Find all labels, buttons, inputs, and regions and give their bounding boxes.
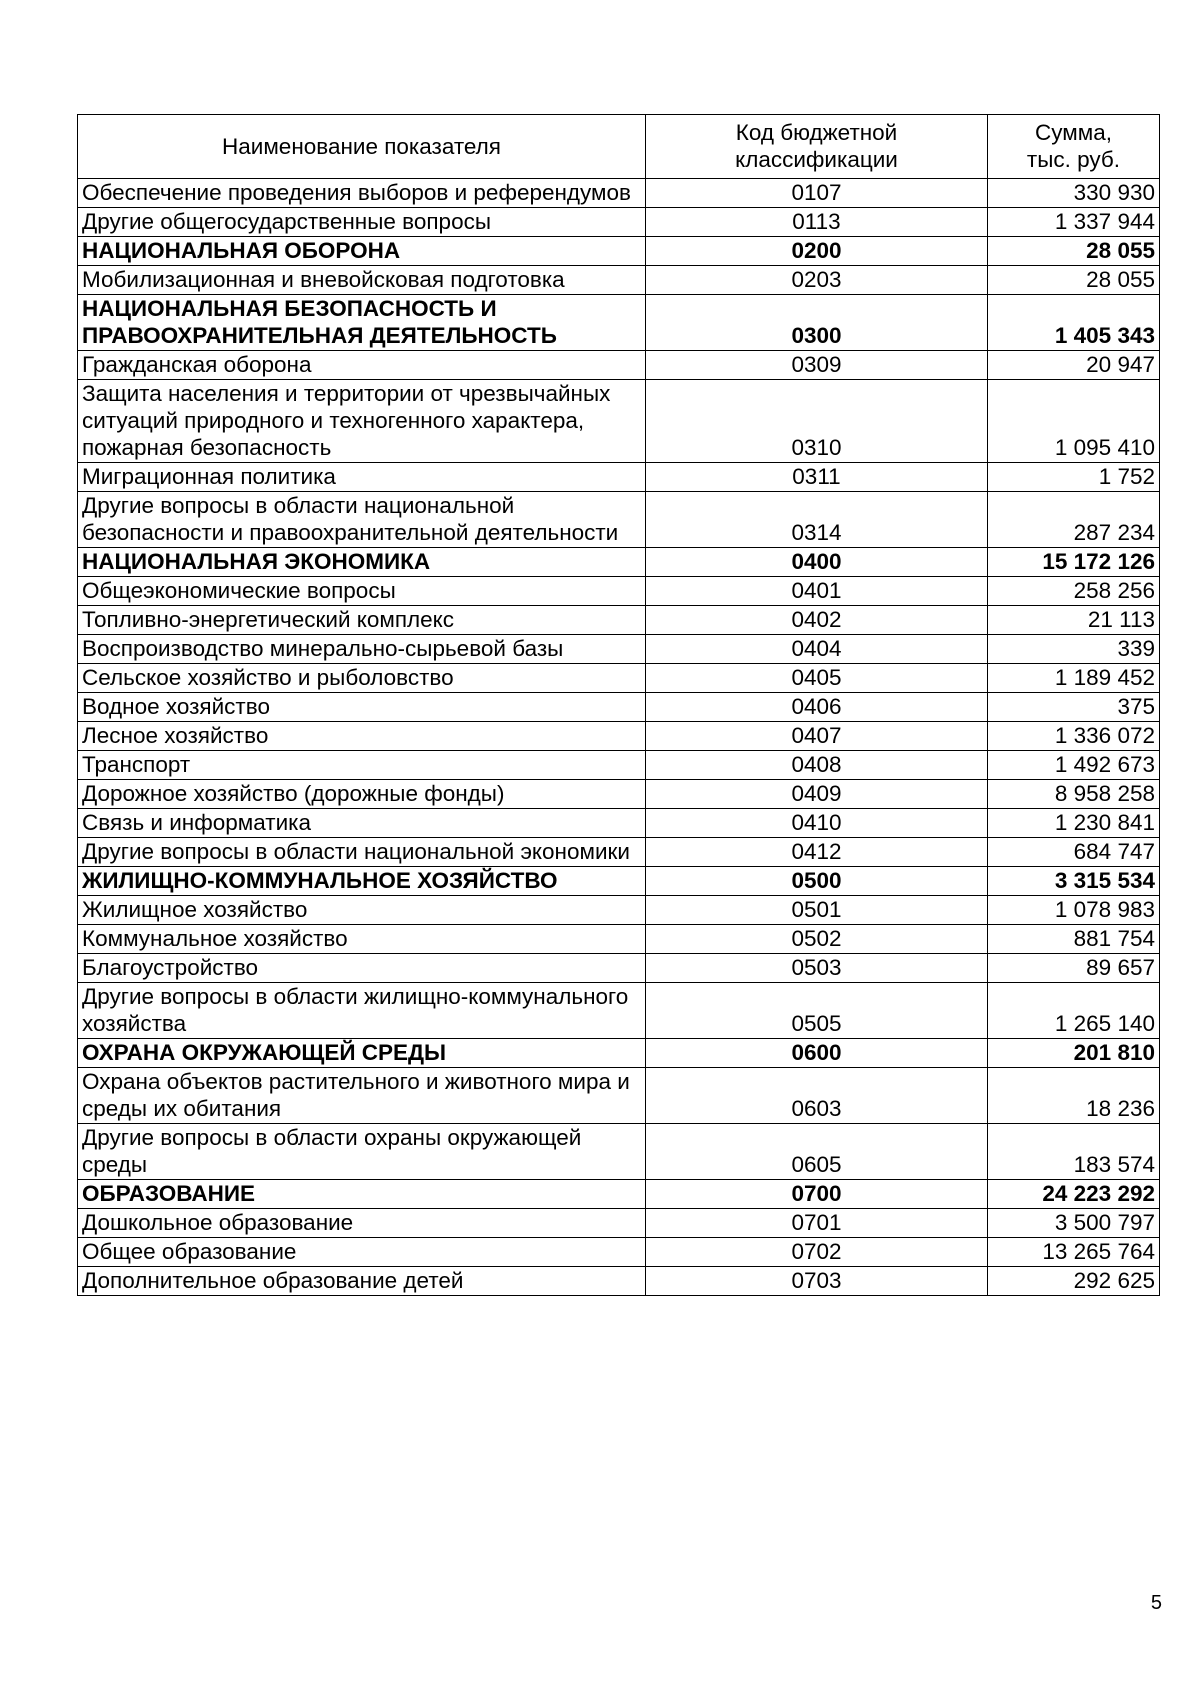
row-name: Мобилизационная и вневойсковая подготовка: [78, 266, 646, 295]
row-name: Миграционная политика: [78, 463, 646, 492]
table-row: [78, 1267, 1160, 1296]
table-section-row: [78, 1180, 1160, 1209]
table-row: [78, 838, 1160, 867]
row-sum: 183 574: [988, 1124, 1160, 1180]
table-row: [78, 896, 1160, 925]
row-name: ОБРАЗОВАНИЕ: [78, 1180, 646, 1209]
row-name: Защита населения и территории от чрезвычайных ситуаций природного и техногенного характера, пожарная безопасность: [78, 380, 646, 463]
row-sum: 21 113: [988, 606, 1160, 635]
row-code: 0107: [646, 179, 988, 208]
table-section-row: [78, 1039, 1160, 1068]
row-name: Охрана объектов растительного и животного мира и среды их обитания: [78, 1068, 646, 1124]
row-name: Сельское хозяйство и рыболовство: [78, 664, 646, 693]
row-code: 0309: [646, 351, 988, 380]
row-sum: 13 265 764: [988, 1238, 1160, 1267]
table-row: [78, 577, 1160, 606]
row-code: 0401: [646, 577, 988, 606]
row-code: 0412: [646, 838, 988, 867]
row-sum: 1 336 072: [988, 722, 1160, 751]
table-row: [78, 635, 1160, 664]
table-section-row: [78, 548, 1160, 577]
row-name: Водное хозяйство: [78, 693, 646, 722]
row-sum: 1 405 343: [988, 295, 1160, 351]
table-row: [78, 809, 1160, 838]
row-sum: 292 625: [988, 1267, 1160, 1296]
row-code: 0605: [646, 1124, 988, 1180]
row-name: Другие вопросы в области национальной экономики: [78, 838, 646, 867]
row-name: Дошкольное образование: [78, 1209, 646, 1238]
row-code: 0300: [646, 295, 988, 351]
table-section-row: [78, 295, 1160, 351]
table-section-row: [78, 867, 1160, 896]
row-name: НАЦИОНАЛЬНАЯ ЭКОНОМИКА: [78, 548, 646, 577]
header-code: Код бюджетной классификации: [646, 115, 988, 179]
row-code: 0314: [646, 492, 988, 548]
row-code: 0400: [646, 548, 988, 577]
row-sum: 15 172 126: [988, 548, 1160, 577]
row-sum: 330 930: [988, 179, 1160, 208]
row-name: Дополнительное образование детей: [78, 1267, 646, 1296]
row-code: 0404: [646, 635, 988, 664]
table-header-row: [78, 115, 1160, 179]
table-row: [78, 925, 1160, 954]
row-sum: 881 754: [988, 925, 1160, 954]
row-code: 0311: [646, 463, 988, 492]
page-number: 5: [1150, 1592, 1162, 1614]
row-code: 0600: [646, 1039, 988, 1068]
budget-table: [77, 114, 1160, 1296]
row-sum: 28 055: [988, 237, 1160, 266]
table-row: [78, 1209, 1160, 1238]
row-sum: 8 958 258: [988, 780, 1160, 809]
row-name: Благоустройство: [78, 954, 646, 983]
row-code: 0409: [646, 780, 988, 809]
table-row: [78, 492, 1160, 548]
row-name: Гражданская оборона: [78, 351, 646, 380]
row-name: ОХРАНА ОКРУЖАЮЩЕЙ СРЕДЫ: [78, 1039, 646, 1068]
table-row: [78, 983, 1160, 1039]
table-row: [78, 266, 1160, 295]
row-name: Другие вопросы в области национальной безопасности и правоохранительной деятельности: [78, 492, 646, 548]
row-code: 0701: [646, 1209, 988, 1238]
table-body: [78, 179, 1160, 1296]
table-row: [78, 1068, 1160, 1124]
row-code: 0603: [646, 1068, 988, 1124]
row-code: 0200: [646, 237, 988, 266]
row-code: 0203: [646, 266, 988, 295]
row-sum: 3 500 797: [988, 1209, 1160, 1238]
row-code: 0500: [646, 867, 988, 896]
header-name: Наименование показателя: [78, 115, 646, 179]
row-name: Коммунальное хозяйство: [78, 925, 646, 954]
row-code: 0501: [646, 896, 988, 925]
row-sum: 18 236: [988, 1068, 1160, 1124]
table-row: [78, 606, 1160, 635]
row-sum: 339: [988, 635, 1160, 664]
row-sum: 684 747: [988, 838, 1160, 867]
row-name: Связь и информатика: [78, 809, 646, 838]
row-sum: 1 265 140: [988, 983, 1160, 1039]
row-sum: 1 337 944: [988, 208, 1160, 237]
row-code: 0113: [646, 208, 988, 237]
row-sum: 375: [988, 693, 1160, 722]
table-section-row: [78, 237, 1160, 266]
row-name: ЖИЛИЩНО-КОММУНАЛЬНОЕ ХОЗЯЙСТВО: [78, 867, 646, 896]
row-sum: 28 055: [988, 266, 1160, 295]
table-row: [78, 751, 1160, 780]
table-row: [78, 693, 1160, 722]
row-name: Лесное хозяйство: [78, 722, 646, 751]
table-row: [78, 380, 1160, 463]
header-sum: Сумма, тыс. руб.: [988, 115, 1160, 179]
row-sum: 1 752: [988, 463, 1160, 492]
table-row: [78, 1238, 1160, 1267]
row-code: 0407: [646, 722, 988, 751]
row-code: 0505: [646, 983, 988, 1039]
row-sum: 258 256: [988, 577, 1160, 606]
row-name: Общее образование: [78, 1238, 646, 1267]
row-name: Жилищное хозяйство: [78, 896, 646, 925]
row-code: 0310: [646, 380, 988, 463]
row-code: 0402: [646, 606, 988, 635]
table-row: [78, 664, 1160, 693]
row-name: НАЦИОНАЛЬНАЯ ОБОРОНА: [78, 237, 646, 266]
row-sum: 1 492 673: [988, 751, 1160, 780]
table-row: [78, 954, 1160, 983]
table-row: [78, 351, 1160, 380]
row-sum: 1 078 983: [988, 896, 1160, 925]
table-row: [78, 1124, 1160, 1180]
row-sum: 89 657: [988, 954, 1160, 983]
row-name: Воспроизводство минерально-сырьевой базы: [78, 635, 646, 664]
row-sum: 1 189 452: [988, 664, 1160, 693]
row-code: 0700: [646, 1180, 988, 1209]
table-row: [78, 179, 1160, 208]
row-code: 0405: [646, 664, 988, 693]
row-name: Дорожное хозяйство (дорожные фонды): [78, 780, 646, 809]
row-sum: 24 223 292: [988, 1180, 1160, 1209]
row-name: Топливно-энергетический комплекс: [78, 606, 646, 635]
row-name: Другие вопросы в области жилищно-коммунального хозяйства: [78, 983, 646, 1039]
row-code: 0502: [646, 925, 988, 954]
row-code: 0503: [646, 954, 988, 983]
table-row: [78, 463, 1160, 492]
row-code: 0703: [646, 1267, 988, 1296]
row-code: 0408: [646, 751, 988, 780]
row-sum: 287 234: [988, 492, 1160, 548]
row-code: 0702: [646, 1238, 988, 1267]
row-name: Общеэкономические вопросы: [78, 577, 646, 606]
row-name: НАЦИОНАЛЬНАЯ БЕЗОПАСНОСТЬ И ПРАВООХРАНИТЕЛЬНАЯ ДЕЯТЕЛЬНОСТЬ: [78, 295, 646, 351]
table-row: [78, 208, 1160, 237]
row-sum: 20 947: [988, 351, 1160, 380]
row-name: Обеспечение проведения выборов и референдумов: [78, 179, 646, 208]
table-row: [78, 722, 1160, 751]
row-name: Другие общегосударственные вопросы: [78, 208, 646, 237]
row-sum: 201 810: [988, 1039, 1160, 1068]
table-row: [78, 780, 1160, 809]
row-name: Транспорт: [78, 751, 646, 780]
row-code: 0410: [646, 809, 988, 838]
row-sum: 1 095 410: [988, 380, 1160, 463]
row-sum: 3 315 534: [988, 867, 1160, 896]
row-name: Другие вопросы в области охраны окружающей среды: [78, 1124, 646, 1180]
row-sum: 1 230 841: [988, 809, 1160, 838]
row-code: 0406: [646, 693, 988, 722]
